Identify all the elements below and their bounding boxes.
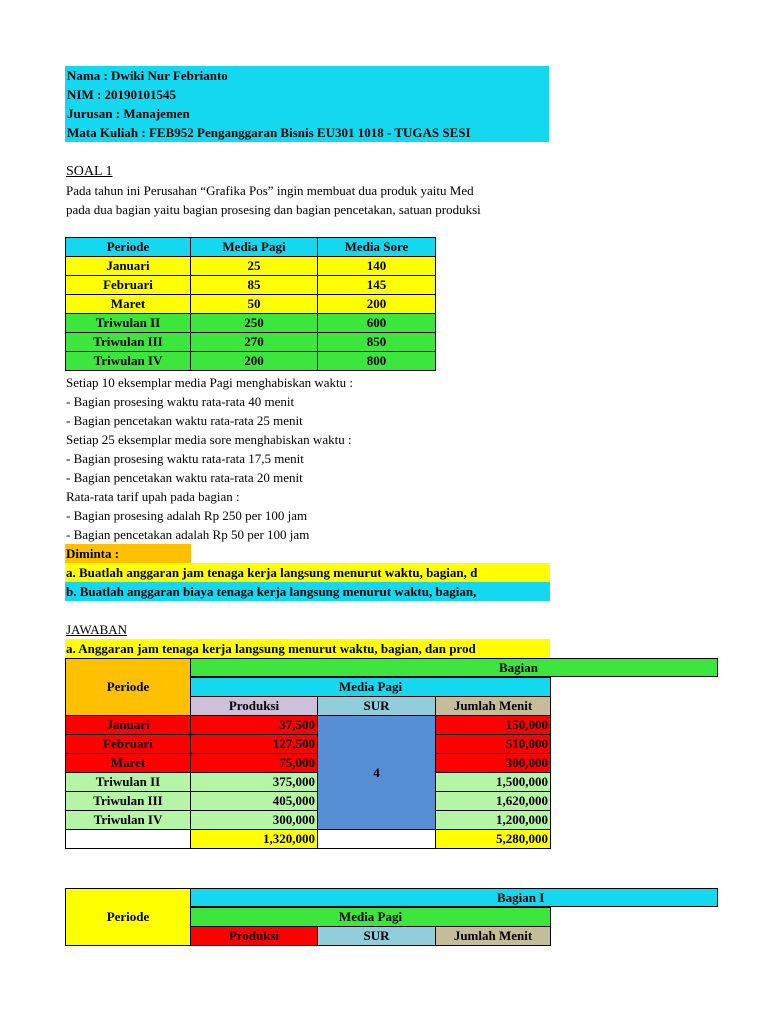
- cell-jumlah: 1,500,000: [436, 773, 551, 792]
- header-jumlah-menit: Jumlah Menit: [436, 926, 551, 945]
- student-info-block: [65, 66, 549, 142]
- header-media-pagi: Media Pagi: [191, 677, 551, 696]
- table-row: [66, 333, 436, 352]
- cell-periode: Februari: [66, 276, 191, 295]
- cell-produksi: 405,000: [191, 792, 318, 811]
- header-sur: SUR: [318, 926, 436, 945]
- cell-periode: Triwulan III: [66, 333, 191, 352]
- cell-jumlah: 1,200,000: [436, 811, 551, 830]
- table-row: [66, 276, 436, 295]
- table-row: [66, 352, 436, 371]
- cell-sore: 600: [318, 314, 436, 333]
- header-media-pagi: Media Pagi: [191, 238, 318, 257]
- cell-periode: Maret: [66, 754, 191, 773]
- cell-pagi: 50: [191, 295, 318, 314]
- cell-produksi: 75,000: [191, 754, 318, 773]
- student-major: Jurusan : Manajemen: [67, 106, 190, 121]
- cell-sur-value: 4: [318, 716, 436, 830]
- total-jumlah: 5,280,000: [436, 830, 551, 849]
- cell-sore: 850: [318, 333, 436, 352]
- table-row: [66, 754, 551, 773]
- cell-produksi: 300,000: [191, 811, 318, 830]
- soal-line-2: pada dua bagian yaitu bagian prosesing dan bagian pencetakan, satuan produksi: [66, 202, 481, 217]
- course-name: Mata Kuliah : FEB952 Penganggaran Bisnis EU301 1018 - TUGAS SESI: [67, 125, 471, 140]
- note-line: Setiap 25 eksemplar media sore menghabiskan waktu :: [66, 432, 352, 447]
- production-table: [65, 237, 436, 371]
- labor-hours-table-2: [65, 888, 551, 946]
- student-nim: NIM : 20190101545: [67, 87, 177, 102]
- cell-produksi: 37,500: [191, 716, 318, 735]
- table-row: [66, 716, 551, 735]
- cell-sore: 200: [318, 295, 436, 314]
- labor-hours-table: [65, 658, 551, 849]
- cell-periode: Maret: [66, 295, 191, 314]
- cell-produksi: 127,500: [191, 735, 318, 754]
- diminta-label: Diminta :: [65, 544, 191, 563]
- note-line: Rata-rata tarif upah pada bagian :: [66, 489, 240, 504]
- cell-periode: Januari: [66, 716, 191, 735]
- table-row: [66, 295, 436, 314]
- note-line: - Bagian pencetakan adalah Rp 50 per 100 jam: [66, 527, 310, 542]
- cell-periode: Februari: [66, 735, 191, 754]
- header-jumlah-menit: Jumlah Menit: [436, 696, 551, 715]
- cell-periode: Triwulan IV: [66, 811, 191, 830]
- cell-sore: 140: [318, 257, 436, 276]
- header-produksi: Produksi: [191, 926, 318, 945]
- note-line: Setiap 10 eksemplar media Pagi menghabiskan waktu :: [66, 375, 354, 390]
- bagian-label: Bagian: [499, 660, 539, 675]
- cell-jumlah: 1,620,000: [436, 792, 551, 811]
- header-sur: SUR: [318, 696, 436, 715]
- cell-pagi: 25: [191, 257, 318, 276]
- cell-periode: Januari: [66, 257, 191, 276]
- header-periode: Periode: [66, 238, 191, 257]
- note-line: - Bagian prosesing waktu rata-rata 17,5 menit: [66, 451, 304, 466]
- cell-periode: Triwulan II: [66, 314, 191, 333]
- cell-pagi: 200: [191, 352, 318, 371]
- note-line: - Bagian prosesing adalah Rp 250 per 100 jam: [66, 508, 308, 523]
- cell-jumlah: 300,000: [436, 754, 551, 773]
- cell-pagi: 270: [191, 333, 318, 352]
- header-media-sore: Media Sore: [318, 238, 436, 257]
- task-b: b. Buatlah anggaran biaya tenaga kerja langsung menurut waktu, bagian,: [65, 582, 550, 601]
- cell-periode: Triwulan II: [66, 773, 191, 792]
- cell-pagi: 250: [191, 314, 318, 333]
- header-media-pagi: Media Pagi: [191, 907, 551, 926]
- cell-jumlah: 150,000: [436, 716, 551, 735]
- table-row: [66, 811, 551, 830]
- note-line: - Bagian pencetakan waktu rata-rata 20 menit: [66, 470, 303, 485]
- total-row: [66, 830, 551, 849]
- student-name: Nama : Dwiki Nur Febrianto: [67, 68, 228, 83]
- table-row: [66, 735, 551, 754]
- header-produksi: Produksi: [191, 696, 318, 715]
- table-row: [66, 314, 436, 333]
- table-row: [66, 773, 551, 792]
- jawaban-a: a. Anggaran jam tenaga kerja langsung menurut waktu, bagian, dan prod: [65, 639, 550, 658]
- note-line: - Bagian prosesing waktu rata-rata 40 menit: [66, 394, 295, 409]
- cell-produksi: 375,000: [191, 773, 318, 792]
- jawaban-title: JAWABAN: [66, 622, 128, 637]
- task-a: a. Buatlah anggaran jam tenaga kerja langsung menurut waktu, bagian, d: [65, 563, 550, 582]
- header-periode: Periode: [66, 659, 191, 716]
- cell-sore: 800: [318, 352, 436, 371]
- cell-pagi: 85: [191, 276, 318, 295]
- cell-jumlah: 510,000: [436, 735, 551, 754]
- cell-periode: Triwulan III: [66, 792, 191, 811]
- note-line: - Bagian pencetakan waktu rata-rata 25 menit: [66, 413, 303, 428]
- table-row: [66, 257, 436, 276]
- header-periode: Periode: [66, 889, 191, 946]
- table-row: [66, 792, 551, 811]
- soal-title: SOAL 1: [66, 164, 113, 179]
- total-produksi: 1,320,000: [191, 830, 318, 849]
- bagian-label-2: Bagian I: [497, 890, 545, 905]
- cell-sore: 145: [318, 276, 436, 295]
- soal-line-1: Pada tahun ini Perusahan “Grafika Pos” ingin membuat dua produk yaitu Med: [66, 183, 474, 198]
- cell-periode: Triwulan IV: [66, 352, 191, 371]
